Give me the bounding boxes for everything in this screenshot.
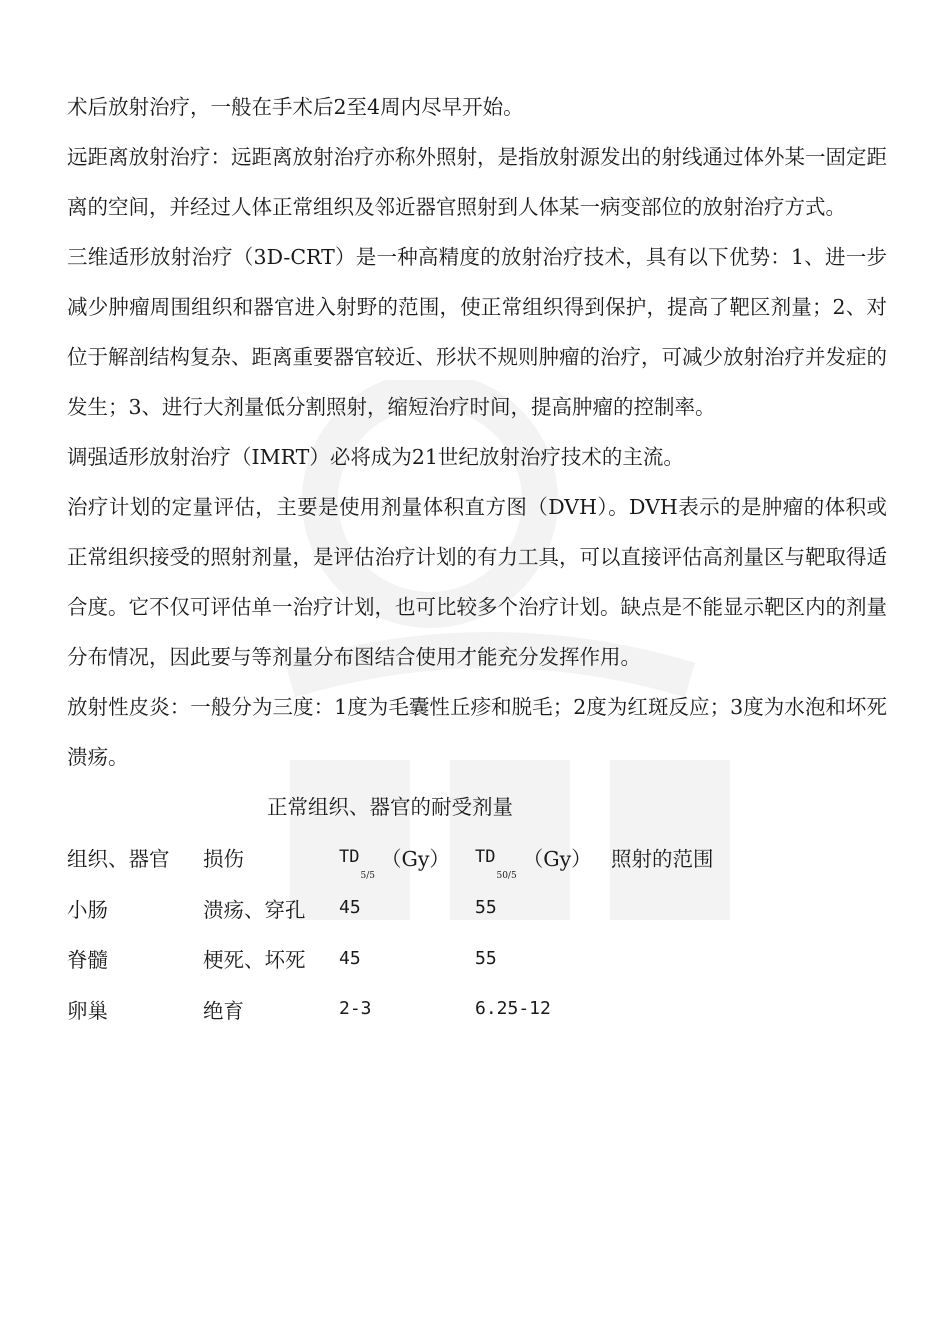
- table-row: [67, 883, 887, 934]
- header-organ: 组织、器官: [67, 847, 170, 872]
- cell-td-5-5: 45: [339, 947, 361, 969]
- paragraph-3dcrt: 三维适形放射治疗（3D-CRT）是一种高精度的放射治疗技术，具有以下优势：1、进一步减少肿瘤周围组织和器官进入射野的范围，使正常组织得到保护，提高了靶区剂量；2、对位于解剖结构复杂、距离重要器官较近、形状不规则肿瘤的治疗，可减少放射治疗并发症的发生；3、进行大剂量低分割照射，缩短治疗时间，提高肿瘤的控制率。: [67, 245, 887, 419]
- cell-td-5-5: 45: [339, 897, 361, 919]
- table-row: [67, 933, 887, 984]
- header-range: 照射的范围: [611, 847, 714, 872]
- cell-td-5-5: 2-3: [339, 998, 372, 1020]
- cell-injury: 溃疡、穿孔: [203, 897, 306, 922]
- table-row: [67, 984, 887, 1035]
- paragraph-teletherapy: 远距离放射治疗：远距离放射治疗亦称外照射，是指放射源发出的射线通过体外某一固定距离的空间，并经过人体正常组织及邻近器官照射到人体某一病变部位的放射治疗方式。: [67, 145, 887, 219]
- document-body: [67, 82, 887, 1034]
- header-td-5-5: $TD_{5/5}(Gy)$: [339, 847, 450, 882]
- table-header-row: [67, 832, 887, 883]
- cell-organ: 小肠: [67, 897, 108, 922]
- header-injury: 损伤: [203, 847, 244, 872]
- cell-td-50-5: 55: [475, 947, 497, 969]
- cell-td-50-5: 6.25-12: [475, 998, 551, 1020]
- cell-organ: 脊髓: [67, 948, 108, 973]
- paragraph-imrt: 调强适形放射治疗（IMRT）必将成为21世纪放射治疗技术的主流。: [67, 445, 684, 469]
- cell-injury: 梗死、坏死: [203, 948, 306, 973]
- paragraph-radiation-dermatitis: 放射性皮炎：一般分为三度：1度为毛囊性丘疹和脱毛；2度为红斑反应；3度为水泡和坏死溃疡。: [67, 695, 887, 769]
- cell-organ: 卵巢: [67, 998, 108, 1023]
- cell-td-50-5: 55: [475, 897, 497, 919]
- paragraph-dvh: 治疗计划的定量评估，主要是使用剂量体积直方图（DVH）。DVH表示的是肿瘤的体积或正常组织接受的照射剂量，是评估治疗计划的有力工具，可以直接评估高剂量区与靶取得适合度。它不仅可评估单一治疗计划，也可比较多个治疗计划。缺点是不能显示靶区内的剂量分布情况，因此要与等剂量分布图结合使用才能充分发挥作用。: [67, 495, 887, 669]
- paragraph-postop-timing: 术后放射治疗，一般在手术后2至4周内尽早开始。: [67, 95, 524, 119]
- cell-injury: 绝育: [203, 998, 244, 1023]
- header-td-50-5: $TD_{50/5}(Gy)$: [475, 847, 592, 882]
- table-caption: 正常组织、器官的耐受剂量: [267, 795, 513, 819]
